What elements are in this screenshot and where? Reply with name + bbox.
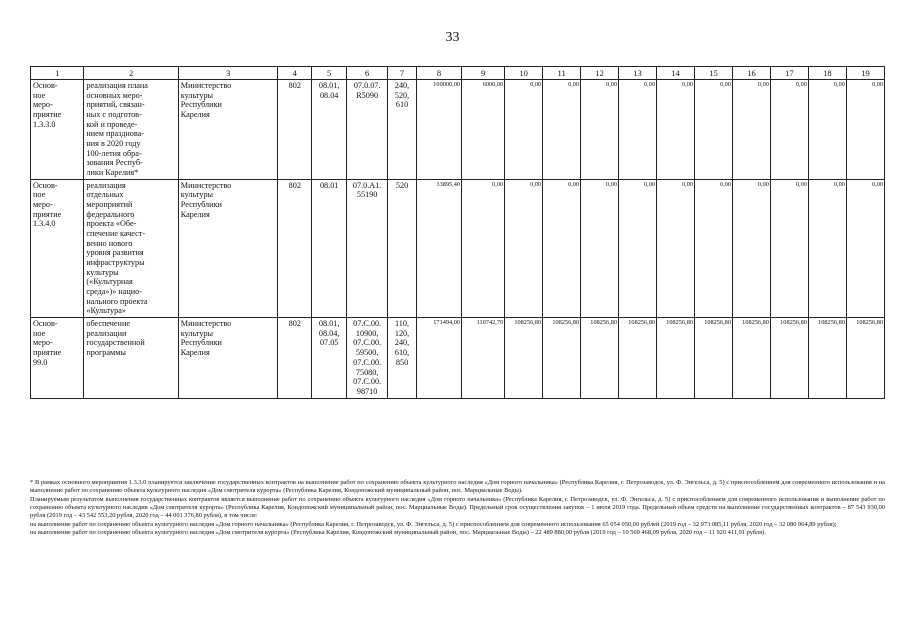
- value-cell: 0,00: [732, 179, 770, 317]
- footnote-paragraph: на выполнение работ по сохранению объекта культурного наследия «Дом горного начальника» (Республика Карелия, г. Петрозаводск, ул. Ф. Энгельса, д. 5) с приспособлением для современного использования 65 054 050,00 рублей (2019 год – 32 973 085,11 рубля, 2020 год – 32 080 964,89 рубля);: [30, 520, 837, 528]
- value-cell: 0,00: [462, 179, 505, 317]
- table-header-row: [31, 67, 885, 80]
- value-cell: 0,00: [808, 179, 846, 317]
- activity-name-cell: реализация плана основных меро- приятий, связан- ных с подготов- кой и проведе- нием празднова- ния в 2020 году 100-летия обра- зования Респуб- лики Карелия*: [84, 80, 178, 180]
- expense-type-cell: 520: [388, 179, 417, 317]
- column-header: 12: [581, 67, 619, 80]
- column-header: 10: [505, 67, 543, 80]
- value-cell: 0,00: [657, 179, 695, 317]
- value-cell: 108256,80: [695, 318, 733, 398]
- footnote-paragraph: Планируемым результатом выполнения государственных контрактов является выполнение работ по сохранению объекта культурного наследия «Дом горного начальника» (Республика Карелия, г. Петрозаводск, ул. Ф. Энгельса, д. 5) с приспособлением для современного использования и выполнение работ по сохранению объекта культурного наследия «Дом смотрителя курорта» (Республика Карелия, Кондопожский муниципальный район, пос. Марциальные Воды). Предельный срок осуществления закупок – 1 июля 2019 года. Предельный объем средств на выполнение государственных контрактов – 87 543 930,00 рубля (2019 год – 43 542 553,20 рубля, 2020 год – 44 001 376,80 рубля), в том числе:: [30, 495, 885, 520]
- value-cell: 0,00: [581, 80, 619, 180]
- value-cell: 108256,80: [619, 318, 657, 398]
- value-cell: 0,00: [695, 80, 733, 180]
- column-header: 6: [347, 67, 388, 80]
- value-cell: 0,00: [808, 80, 846, 180]
- column-header: 18: [808, 67, 846, 80]
- footnotes: [30, 479, 885, 537]
- section-cell: 08.01, 08.04, 07.05: [312, 318, 347, 398]
- value-cell: 0,00: [770, 179, 808, 317]
- grbs-cell: 802: [278, 80, 312, 180]
- target-article-cell: 07.С.00. 10900, 07.С.00. 59500, 07.С.00. 75080, 07.С.00. 98710: [347, 318, 388, 398]
- executor-cell: Министерство культуры Республики Карелия: [178, 80, 278, 180]
- activity-name-cell: обеспечение реализации государственной программы: [84, 318, 178, 398]
- column-header: 8: [416, 67, 461, 80]
- section-cell: 08.01, 08.04: [312, 80, 347, 180]
- table-row: [31, 80, 885, 180]
- column-header: 7: [388, 67, 417, 80]
- value-cell: 171494,00: [416, 318, 461, 398]
- value-cell: 108256,80: [581, 318, 619, 398]
- value-cell: 0,00: [619, 179, 657, 317]
- value-cell: 33895,40: [416, 179, 461, 317]
- column-header: 14: [657, 67, 695, 80]
- value-cell: 0,00: [505, 80, 543, 180]
- value-cell: 0,00: [543, 80, 581, 180]
- value-cell: 0,00: [846, 80, 884, 180]
- column-header: 11: [543, 67, 581, 80]
- section-cell: 08.01: [312, 179, 347, 317]
- grbs-cell: 802: [278, 318, 312, 398]
- column-header: 19: [846, 67, 884, 80]
- activity-code-cell: Основ- ное меро- приятие 99.0: [31, 318, 84, 398]
- value-cell: 108256,80: [732, 318, 770, 398]
- budget-table: [30, 66, 885, 399]
- page-number: 33: [445, 30, 460, 45]
- value-cell: 108256,80: [846, 318, 884, 398]
- expense-type-cell: 110, 120, 240, 610, 850: [388, 318, 417, 398]
- value-cell: 108256,80: [770, 318, 808, 398]
- column-header: 16: [732, 67, 770, 80]
- executor-cell: Министерство культуры Республики Карелия: [178, 179, 278, 317]
- footnote-paragraph: на выполнение работ по сохранению объекта культурного наследия «Дом смотрителя курорта» (Республика Карелия, Кондопожский муниципальный район, пос. Марциальные Воды) – 22 489 880,00 рубля (2019 год – 10 569 468,09 рубля, 2020 год – 11 920 411,91 рубля).: [30, 528, 766, 536]
- activity-name-cell: реализация отдельных мероприятий федерального проекта «Обе- спечение качест- венно нового уровня развития инфраструктуры культуры («Культурная среда»)» нацио- нального проекта «Культура»: [84, 179, 178, 317]
- expense-type-cell: 240, 520, 610: [388, 80, 417, 180]
- value-cell: 108256,80: [505, 318, 543, 398]
- column-header: 3: [178, 67, 278, 80]
- grbs-cell: 802: [278, 179, 312, 317]
- value-cell: 0,00: [505, 179, 543, 317]
- value-cell: 108256,80: [808, 318, 846, 398]
- column-header: 4: [278, 67, 312, 80]
- value-cell: 108256,80: [657, 318, 695, 398]
- value-cell: 0,00: [770, 80, 808, 180]
- column-header: 5: [312, 67, 347, 80]
- target-article-cell: 07.0.07. R5090: [347, 80, 388, 180]
- value-cell: 108256,80: [543, 318, 581, 398]
- activity-code-cell: Основ- ное меро- приятие 1.3.3.0: [31, 80, 84, 180]
- value-cell: 100000,00: [416, 80, 461, 180]
- value-cell: 110742,70: [462, 318, 505, 398]
- column-header: 9: [462, 67, 505, 80]
- activity-code-cell: Основ- ное меро- приятие 1.3.4.0: [31, 179, 84, 317]
- footnote-paragraph: * В рамках основного мероприятия 1.3.3.0 планируется заключение государственных контрактов на выполнение работ по сохранению объекта культурного наследия «Дом горного начальника» (Республика Карелия, г. Петрозаводск, ул. Ф. Энгельса, д. 5) с приспособлением для современного использования и на выполнение работ по сохранению объекта культурного наследия «Дом смотрителя курорта» (Республика Карелия, Кондопожский муниципальный район, пос. Марциальные Воды).: [30, 479, 885, 495]
- value-cell: 6000,00: [462, 80, 505, 180]
- value-cell: 0,00: [543, 179, 581, 317]
- column-header: 17: [770, 67, 808, 80]
- executor-cell: Министерство культуры Республики Карелия: [178, 318, 278, 398]
- table-row: [31, 318, 885, 398]
- column-header: 15: [695, 67, 733, 80]
- value-cell: 0,00: [732, 80, 770, 180]
- value-cell: 0,00: [846, 179, 884, 317]
- column-header: 13: [619, 67, 657, 80]
- column-header: 2: [84, 67, 178, 80]
- value-cell: 0,00: [619, 80, 657, 180]
- target-article-cell: 07.0.А1. 55190: [347, 179, 388, 317]
- value-cell: 0,00: [581, 179, 619, 317]
- value-cell: 0,00: [657, 80, 695, 180]
- value-cell: 0,00: [695, 179, 733, 317]
- table-row: [31, 179, 885, 317]
- column-header: 1: [31, 67, 84, 80]
